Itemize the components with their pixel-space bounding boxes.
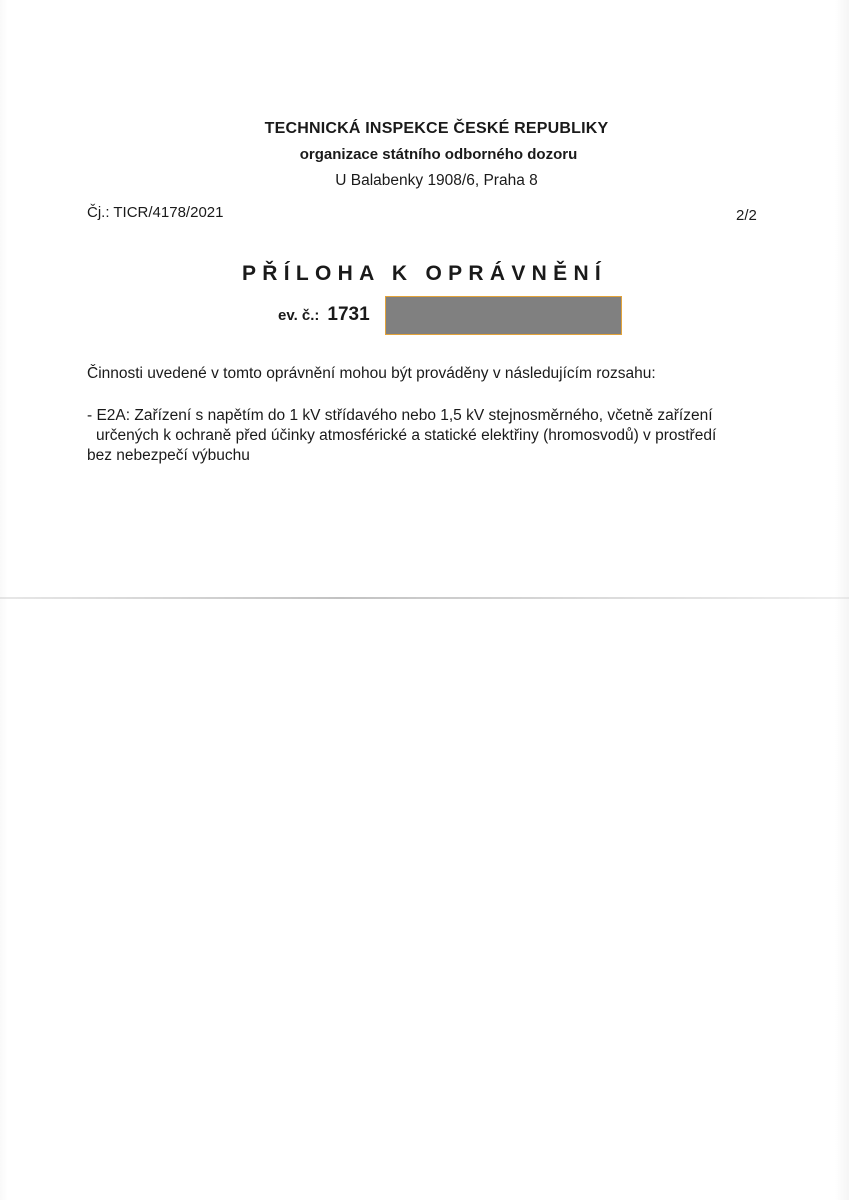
- scan-left-edge: [0, 0, 8, 1200]
- activity-item-line: bez nebezpečí výbuchu: [87, 447, 250, 464]
- intro-text: Činnosti uvedené v tomto oprávnění mohou být prováděny v následujícím rozsahu:: [87, 365, 656, 382]
- registration-number: [278, 304, 370, 326]
- registration-number-value: 1731: [327, 304, 370, 325]
- activity-item-line: určených k ochraně před účinky atmosférické a statické elektřiny (hromosvodů) v prostředí: [96, 427, 717, 444]
- page-number: 2/2: [736, 207, 757, 224]
- redaction-box: [385, 296, 622, 335]
- paper-fold-line: [0, 597, 849, 599]
- organization-address: U Balabenky 1908/6, Praha 8: [335, 172, 538, 189]
- activity-item: [87, 406, 807, 466]
- annex-title: PŘÍLOHA K OPRÁVNĚNÍ: [241, 262, 608, 285]
- activity-item-line: - E2A: Zařízení s napětím do 1 kV střídavého nebo 1,5 kV stejnosměrného, včetně zařízení: [87, 407, 713, 424]
- organization-name: TECHNICKÁ INSPEKCE ČESKÉ REPUBLIKY: [264, 120, 609, 137]
- registration-label: ev. č.:: [278, 306, 320, 324]
- organization-subtitle: organizace státního odborného dozoru: [299, 146, 578, 163]
- reference-number: Čj.: TICR/4178/2021: [87, 204, 224, 221]
